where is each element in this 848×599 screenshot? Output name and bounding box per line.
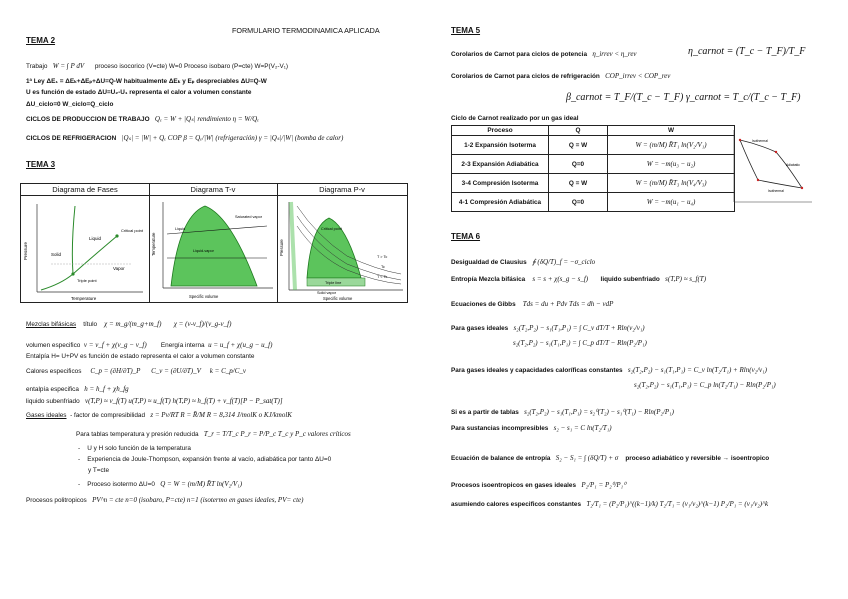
k-formula: k = C_p/C_v — [209, 367, 246, 375]
mezclas-line — [26, 320, 231, 329]
tv-liquid-vapor-label: Liquid-vapor — [193, 249, 214, 253]
eta-carnot — [688, 48, 805, 57]
cop-formula: |Qₛ| = |W| + Qₑ COP β = Qₑ/|W| (refrigeración) γ = |Qₛ|/|W| (bomba de calor) — [121, 134, 344, 142]
beta-gamma-formula: β_carnot = T_F/(T_c − T_F) γ_carnot = T_c/(T_c − T_F) — [566, 92, 801, 103]
chi2-formula: χ = (v-v_f)/(v_g-v_f) — [173, 320, 232, 328]
asum-label: asumiendo calores especificos constantes — [451, 501, 581, 508]
cycle-isotherm2-label: Isothermal — [768, 189, 784, 193]
tv-y-axis-label: Temperature — [151, 232, 156, 256]
phase-diagram — [21, 196, 149, 302]
beta-gamma-carnot — [566, 94, 801, 103]
balance-line — [451, 454, 769, 463]
chi1-formula: χ = m_g/(m_g+m_f) — [104, 320, 162, 328]
entalpia-line: Entalpía H= U+PV es función de estado representa el calor a volumen constante — [26, 353, 255, 360]
balance-note: proceso adiabático y reversible → isoentropico — [625, 455, 770, 462]
titulo-label: título — [83, 321, 98, 328]
asumiendo-line — [451, 500, 768, 509]
delta-u-ciclo: ΔU_ciclo=0 W_ciclo=Q_ciclo — [26, 101, 114, 108]
clausius-label: Desigualdad de Clausius — [451, 259, 527, 266]
balance-label: Ecuación de balance de entropía — [451, 455, 551, 462]
volumen-energia-line — [26, 341, 272, 350]
incompresibles-line — [451, 424, 612, 433]
pv-tc-gt-label: T > Tc — [377, 255, 388, 259]
liquido-subenfriado-line — [26, 397, 283, 406]
row1-q: Q = W — [549, 136, 608, 155]
gic-line — [451, 366, 767, 375]
ciclos-refrigeracion-label: CICLOS DE REFRIGERACION — [26, 135, 117, 142]
calores-label: Calores especificos — [26, 368, 82, 375]
c1-formula: η_irrev < η_rev — [592, 50, 637, 58]
clausius-formula: ∮ (δQ/T)_f = −σ_ciclo — [531, 258, 596, 266]
phase-diagrams-box — [20, 183, 408, 303]
carnot-cycle-diagram — [728, 126, 814, 206]
table-row — [452, 155, 735, 174]
tv-diagram — [149, 196, 277, 302]
iso-formula: P₂/P₁ = P₂⁰/P₁⁰ — [581, 481, 626, 489]
eta-carnot-formula: η_carnot = (T_c − T_F)/T_F — [688, 46, 806, 57]
u-funcion-estado: U es función de estado ΔU=U₂-U₁ representa el calor a volumen constante — [26, 89, 252, 96]
tema5-heading: TEMA 5 — [451, 26, 481, 35]
table-row — [452, 174, 735, 193]
tema6-heading: TEMA 6 — [451, 232, 481, 241]
asum-formula: T₂/T₁ = (P₂/P₁)^((k−1)/k) T₂/T₁ = (v₁/v₂)^(k−1) P₂/P₁ = (v₁/v₂)^k — [586, 500, 769, 508]
bullet3-formula: Q = W = (m/M) R̄T ln(V₂/V₁) — [160, 480, 243, 488]
pv-solid-vapor-label: Solid vapor — [317, 291, 336, 295]
gic-line2 — [634, 381, 776, 390]
critical-label: Critical point — [121, 228, 144, 233]
row3-w: W = (m/M) R̄T₃ ln(V₄/V₃) — [608, 174, 735, 193]
isocorico-text: proceso isocorico (V=cte) W=0 Proceso isobaro (P=cte) W=P(V₂-V₁) — [94, 63, 289, 70]
ciclos-produccion — [26, 115, 259, 124]
tv-liquid-label: Liquid — [175, 227, 186, 231]
gic-formula1: s₂(T₂,P₂) − s₁(T₁,P₁) = C_v ln(T₂/T₁) + Rln(v₂/v₁) — [627, 366, 767, 374]
rendimiento-formula: Qₑ = W + |Qₛ| rendimiento η = W/Qₑ — [154, 115, 260, 123]
tema2-line1 — [26, 62, 288, 71]
pv-tc-label: Tc — [381, 265, 385, 269]
row4-w: W = −m(u₁ − u₄) — [608, 193, 735, 212]
gases-formula: z = Pv/RT R = R̄/M R = 8,314 J/molK o KJ/kmolK — [150, 411, 292, 419]
col-q: Q — [549, 126, 608, 136]
sub-formula: s(T,P) ≈ s_f(T) — [665, 275, 707, 283]
solid-label: Solid — [51, 252, 62, 257]
tablas-s-label: Si es a partir de tablas — [451, 409, 519, 416]
gi-line2 — [513, 339, 647, 348]
row1-proceso: 1-2 Expansión Isoterma — [452, 136, 549, 155]
tv-diagram-cell — [149, 184, 278, 302]
row1-w: W = (m/M) R̄T₁ ln(V₂/V₁) — [608, 136, 735, 155]
table-row — [452, 193, 735, 212]
pv-y-axis-label: Pressure — [279, 239, 284, 256]
tv-sat-vapor-label: Saturated vapor — [235, 215, 263, 219]
cycle-adiabatic-label: Adiabatic — [786, 163, 800, 167]
gi-formula1: s₂(T₂,P₂) − s₁(T₁,P₁) = ∫ C_v dT/T + Rln(v₂/v₁) — [513, 324, 645, 332]
gibbs-line — [451, 300, 613, 309]
gic-formula2: s₂(T₂,P₂) − s₁(T₁,P₁) = C_p ln(T₂/T₁) − Rln(P₂/P₁) — [634, 381, 776, 389]
tablas-label: Para tablas temperatura y presión reducida — [76, 431, 199, 438]
triple-label: Triple point — [77, 278, 97, 283]
mezclas-label: Mezclas bifásicas — [26, 321, 77, 328]
row2-w: W = −m(u₃ − u₂) — [608, 155, 735, 174]
gi-formula2: s₂(T₂,P₂) − s₁(T₁,P₁) = ∫ C_p dT/T − Rln(P₂/P₁) — [513, 339, 647, 347]
pressure-axis-label: Pressure — [23, 241, 28, 260]
gic-label: Para gases ideales y capacidades caloríficas constantes — [451, 367, 623, 374]
c2-formula: COP_irrev < COP_rev — [605, 72, 671, 80]
primera-ley: 1ª Ley ΔE₁ = ΔEₖ+ΔEₚ+ΔU=Q-W habitualmente ΔEₖ y Eₚ despreciables ΔU=Q-W — [26, 78, 267, 85]
c2-label: Corolarios de Carnot para ciclos de refrigeración — [451, 73, 600, 80]
carnot-table — [451, 125, 735, 212]
gases-ideales-s-line — [451, 324, 645, 333]
pv-triple-line-label: Triple line — [325, 281, 342, 285]
clausius-line — [451, 258, 595, 267]
ent-esp-label: entalpía especifica — [26, 386, 79, 393]
bullet1: - U y H solo función de la temperatura — [78, 445, 191, 452]
row3-proceso: 3-4 Compresión Isoterma — [452, 174, 549, 193]
entropia-line — [451, 275, 706, 284]
corolario-refrigeracion — [451, 72, 670, 81]
ve-label: volumen especifico — [26, 342, 81, 349]
pv-diagram-title: Diagrama P-v — [277, 185, 407, 196]
row4-proceso: 4-1 Compresión Adiabática — [452, 193, 549, 212]
ent-esp-formula: h = h_f + χh_fg — [84, 385, 129, 393]
tv-x-axis-label: Specific volume — [189, 294, 219, 299]
ve-formula: v = v_f + χ(v_g − v_f) — [83, 341, 147, 349]
liq-sub-label: liquido subenfriado — [26, 398, 80, 405]
tablas-s-line — [451, 408, 674, 417]
entalpia-especifica-line — [26, 385, 129, 394]
col-w: W — [608, 126, 735, 136]
pv-critical-label: Critical point — [321, 227, 342, 231]
gibbs-formula: Tds = du + Pdv Tds = dh − vdP — [522, 300, 614, 308]
iso-label: Procesos isoentropicos en gases ideales — [451, 482, 577, 489]
gases-ideales-line — [26, 411, 292, 420]
row2-proceso: 2-3 Expansión Adiabática — [452, 155, 549, 174]
politropicos-line — [26, 496, 303, 505]
pv-diagram — [277, 196, 407, 302]
ei-label: Energía interna — [160, 342, 205, 349]
row2-q: Q=0 — [549, 155, 608, 174]
tablas-formula: T_r = T/T_c P_r = P/P_c T_c y P_c valores críticos — [203, 430, 351, 438]
temperature-axis-label: Temperature — [71, 296, 97, 301]
gi-label: Para gases ideales — [451, 325, 509, 332]
sub-label: liquido subenfriado — [600, 276, 660, 283]
c1-label: Corolarios de Carnot para ciclos de potencia — [451, 51, 588, 58]
pv-tc-lt-label: T < Tc — [377, 275, 388, 279]
entropia-formula: s = s + χ(s_g − s_f) — [532, 275, 589, 283]
row4-q: Q=0 — [549, 193, 608, 212]
trabajo-label: Trabajo — [26, 63, 48, 70]
cycle-isothermal-label: Isothermal — [752, 139, 768, 143]
tema3-heading: TEMA 3 — [26, 160, 56, 169]
ciclo-carnot-title: Ciclo de Carnot realizado por un gas ideal — [451, 115, 579, 122]
incomp-formula: s₂ − s₁ = C ln(T₂/T₁) — [553, 424, 612, 432]
poli-formula: PV^n = cte n=0 (isobaro, P=cte) n=1 (isotermo en gases ideales, PV= cte) — [92, 496, 304, 504]
col-proceso: Proceso — [452, 126, 549, 136]
cp-formula: C_p = (∂H/∂T)_P — [90, 367, 141, 375]
incomp-label: Para sustancias incompresibles — [451, 425, 549, 432]
ciclos-produccion-label: CICLOS DE PRODUCCION DE TRABAJO — [26, 116, 150, 123]
pv-diagram-cell — [277, 184, 407, 302]
doc-title: FORMULARIO TERMODINAMICA APLICADA — [232, 26, 380, 35]
corolario-potencia — [451, 50, 637, 59]
poli-label: Procesos politropicos — [26, 497, 87, 504]
tema2-heading: TEMA 2 — [26, 36, 56, 45]
liquid-label: Liquid — [89, 236, 102, 241]
bullet3-text: Proceso isotermo ΔU=0 — [87, 481, 155, 488]
liq-sub-formula: v(T,P) ≈ v_f(T) u(T,P) ≈ u_f(T) h(T,P) ≈ h_f(T) + v_f(T)[P − P_sat(T)] — [84, 397, 283, 405]
entropia-label: Entropía Mezcla bifásica — [451, 276, 526, 283]
gases-label: Gases ideales — [26, 412, 67, 419]
table-row — [452, 136, 735, 155]
calores-line — [26, 367, 246, 376]
bullet2: - Experiencia de Joule-Thompson, expansión frente al vacío, adiabática por tanto ΔU=0 — [78, 456, 332, 463]
bullet3: - Proceso isotermo ΔU=0 Q = W = (m/M) R̄T ln(V₂/V₁) — [78, 480, 243, 488]
trabajo-formula: W = ∫ P dV — [52, 62, 85, 70]
gases-text: - factor de compresibilidad — [70, 412, 146, 419]
bullet1-text: U y H solo función de la temperatura — [87, 445, 191, 452]
cv-formula: C_v = (∂U/∂T)_V — [151, 367, 201, 375]
bullet2-text: Experiencia de Joule-Thompson, expansión frente al vacío, adiabática por tanto ΔU=0 — [87, 456, 332, 463]
tablas-line — [76, 430, 351, 439]
phase-diagram-title: Diagrama de Fases — [21, 185, 149, 196]
isoentropicos-line — [451, 481, 626, 490]
row3-q: Q = W — [549, 174, 608, 193]
balance-formula: S₂ − S₁ = ∫ (δQ/T) + σ — [555, 454, 619, 462]
phase-diagram-cell — [21, 184, 150, 302]
tablas-s-formula: s₂(T₂,P₂) − s₁(T₁,P₁) = s₂⁰(T₂) − s₁⁰(T₁) − Rln(P₂/P₁) — [524, 408, 674, 416]
ei-formula: u = u_f + χ(u_g − u_f) — [208, 341, 273, 349]
vapor-label: Vapor — [113, 266, 125, 271]
ciclos-refrigeracion — [26, 134, 343, 143]
tv-diagram-title: Diagrama T-v — [149, 185, 277, 196]
gibbs-label: Ecuaciones de Gibbs — [451, 301, 516, 308]
bullet2b: y T=cte — [88, 467, 110, 474]
pv-x-axis-label: Specific volume — [323, 296, 353, 301]
